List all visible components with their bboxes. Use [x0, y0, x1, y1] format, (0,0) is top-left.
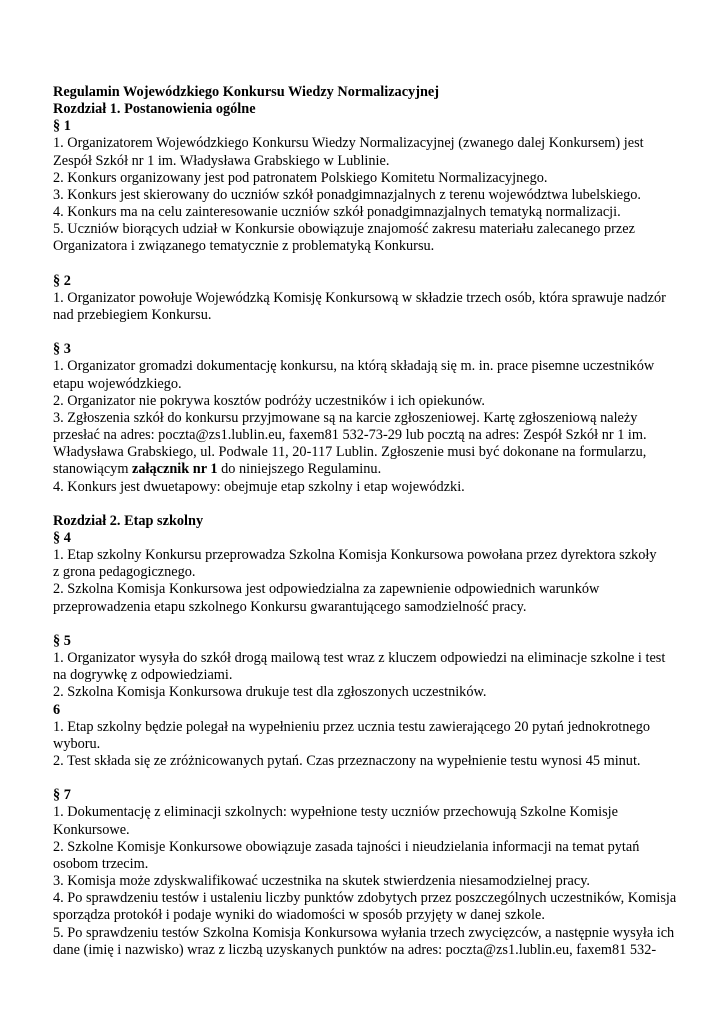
paragraph-line: 2. Szkolna Komisja Konkursowa drukuje test dla zgłoszonych uczestników.	[53, 684, 487, 701]
paragraph-line: 5. Po sprawdzeniu testów Szkolna Komisja Konkursowa wyłania trzech zwycięzców, a następnie wysyła ich	[53, 924, 675, 941]
paragraph-line: 2. Konkurs organizowany jest pod patronatem Polskiego Komitetu Normalizacyjnego.	[53, 169, 548, 186]
paragraph-line: 1. Organizator powołuje Wojewódzką Komisję Konkursową w składzie trzech osób, która sprawuje nadzór	[53, 289, 666, 306]
paragraph-line: przesłać na adres: poczta@zs1.lublin.eu, faxem81 532-73-29 lub pocztą na adres: Zespół Szkół nr 1 im.	[53, 427, 647, 444]
paragraph-line: dane (imię i nazwisko) wraz z liczbą uzyskanych punktów na adres: poczta@zs1.lublin.eu, faxem81 532-	[53, 941, 657, 958]
paragraph-line: nad przebiegiem Konkursu.	[53, 307, 212, 324]
paragraph-line: Zespół Szkół nr 1 im. Władysława Grabskiego w Lublinie.	[53, 152, 390, 169]
section-5-mark: § 5	[53, 632, 71, 649]
chapter-2-heading: Rozdział 2. Etap szkolny	[53, 512, 204, 529]
paragraph-line: Konkursowe.	[53, 821, 130, 838]
section-2-mark: § 2	[53, 272, 71, 289]
paragraph-line: z grona pedagogicznego.	[53, 564, 196, 581]
paragraph-line: 3. Komisja może zdyskwalifikować uczestnika na skutek stwierdzenia niesamodzielnej pracy.	[53, 873, 591, 890]
paragraph-line: 1. Organizatorem Wojewódzkiego Konkursu Wiedzy Normalizacyjnej (zwanego dalej Konkursem) jest	[53, 135, 644, 152]
paragraph-line: na dogrywkę z odpowiedziami.	[53, 667, 233, 684]
blank-line	[53, 496, 673, 513]
paragraph-line: osobom trzecim.	[53, 855, 149, 872]
section-6-mark: 6	[53, 701, 61, 718]
paragraph-line: etapu wojewódzkiego.	[53, 375, 182, 392]
paragraph-line: 1. Organizator gromadzi dokumentację konkursu, na którą składają się m. in. prace pisemne uczestników	[53, 358, 655, 375]
section-3	[53, 341, 673, 495]
paragraph-line: 2. Szkolne Komisje Konkursowe obowiązuje zasada tajności i nieudzielania informacji na temat pytań	[53, 838, 640, 855]
document-title: Regulamin Wojewódzkiego Konkursu Wiedzy Normalizacyjnej	[53, 84, 440, 100]
paragraph-line: 3. Zgłoszenia szkół do konkursu przyjmowane są na karcie zgłoszeniowej. Kartę zgłoszeniową należy	[53, 409, 638, 426]
blank-line	[53, 770, 673, 787]
blank-line	[53, 616, 673, 633]
section-5	[53, 633, 673, 702]
paragraph-line: 4. Konkurs ma na celu zainteresowanie uczniów szkół ponadgimnazjalnych tematyką normalizacji.	[53, 204, 621, 221]
paragraph-line: 4. Po sprawdzeniu testów i ustaleniu liczby punktów zdobytych przez poszczególnych uczestników, Komisja	[53, 890, 677, 907]
paragraph-line: 3. Konkurs jest skierowany do uczniów szkół ponadgimnazjalnych z terenu województwa lubelskiego.	[53, 186, 642, 203]
section-1	[53, 118, 673, 255]
section-7	[53, 787, 677, 959]
section-3-mark: § 3	[53, 341, 71, 358]
blank-line	[53, 324, 673, 341]
paragraph-line: 2. Organizator nie pokrywa kosztów podróży uczestników i ich opiekunów.	[53, 392, 485, 409]
section-6	[53, 702, 673, 771]
blank-line	[53, 256, 673, 273]
paragraph-line: 2. Test składa się ze zróżnicowanych pytań. Czas przeznaczony na wypełnienie testu wynosi 45 minut.	[53, 753, 641, 770]
paragraph-line: 2. Szkolna Komisja Konkursowa jest odpowiedzialna za zapewnienie odpowiednich warunków	[53, 581, 600, 598]
document-page	[53, 84, 677, 959]
inline-text: do niniejszego Regulaminu.	[217, 461, 382, 478]
paragraph-line: Organizatora i związanego tematycznie z problematyką Konkursu.	[53, 238, 435, 255]
paragraph-line: 1. Etap szkolny Konkursu przeprowadza Szkolna Komisja Konkursowa powołana przez dyrektora szkoły	[53, 547, 657, 564]
paragraph-line: przeprowadzenia etapu szkolnego Konkursu gwarantującego samodzielność pracy.	[53, 598, 527, 615]
inline-text: stanowiącym	[53, 461, 133, 478]
paragraph-line	[53, 461, 673, 478]
paragraph-line: 5. Uczniów biorących udział w Konkursie obowiązuje znajomość zakresu materiału zalecanego przez	[53, 221, 635, 238]
section-4	[53, 530, 673, 616]
paragraph-line: 1. Organizator wysyła do szkół drogą mailową test wraz z kluczem odpowiedzi na eliminacje szkolne i test	[53, 650, 666, 667]
section-2	[53, 273, 673, 324]
paragraph-line: 4. Konkurs jest dwuetapowy: obejmuje etap szkolny i etap wojewódzki.	[53, 478, 465, 495]
attachment-reference: załącznik nr 1	[132, 461, 218, 478]
paragraph-line: Władysława Grabskiego, ul. Podwale 11, 20-117 Lublin. Zgłoszenie musi być dokonane na formularzu,	[53, 444, 647, 461]
paragraph-line: 1. Dokumentację z eliminacji szkolnych: wypełnione testy uczniów przechowują Szkolne Komisje	[53, 804, 618, 821]
paragraph-line: wyboru.	[53, 735, 101, 752]
paragraph-line: 1. Etap szkolny będzie polegał na wypełnieniu przez ucznia testu zawierającego 20 pytań jednokrotnego	[53, 718, 651, 735]
chapter-1-heading: Rozdział 1. Postanowienia ogólne	[53, 101, 256, 118]
paragraph-line: sporządza protokół i podaje wyniki do wiadomości w sposób przyjęty w danej szkole.	[53, 907, 545, 924]
section-1-mark: § 1	[53, 118, 71, 135]
section-4-mark: § 4	[53, 530, 71, 547]
section-7-mark: § 7	[53, 787, 71, 804]
